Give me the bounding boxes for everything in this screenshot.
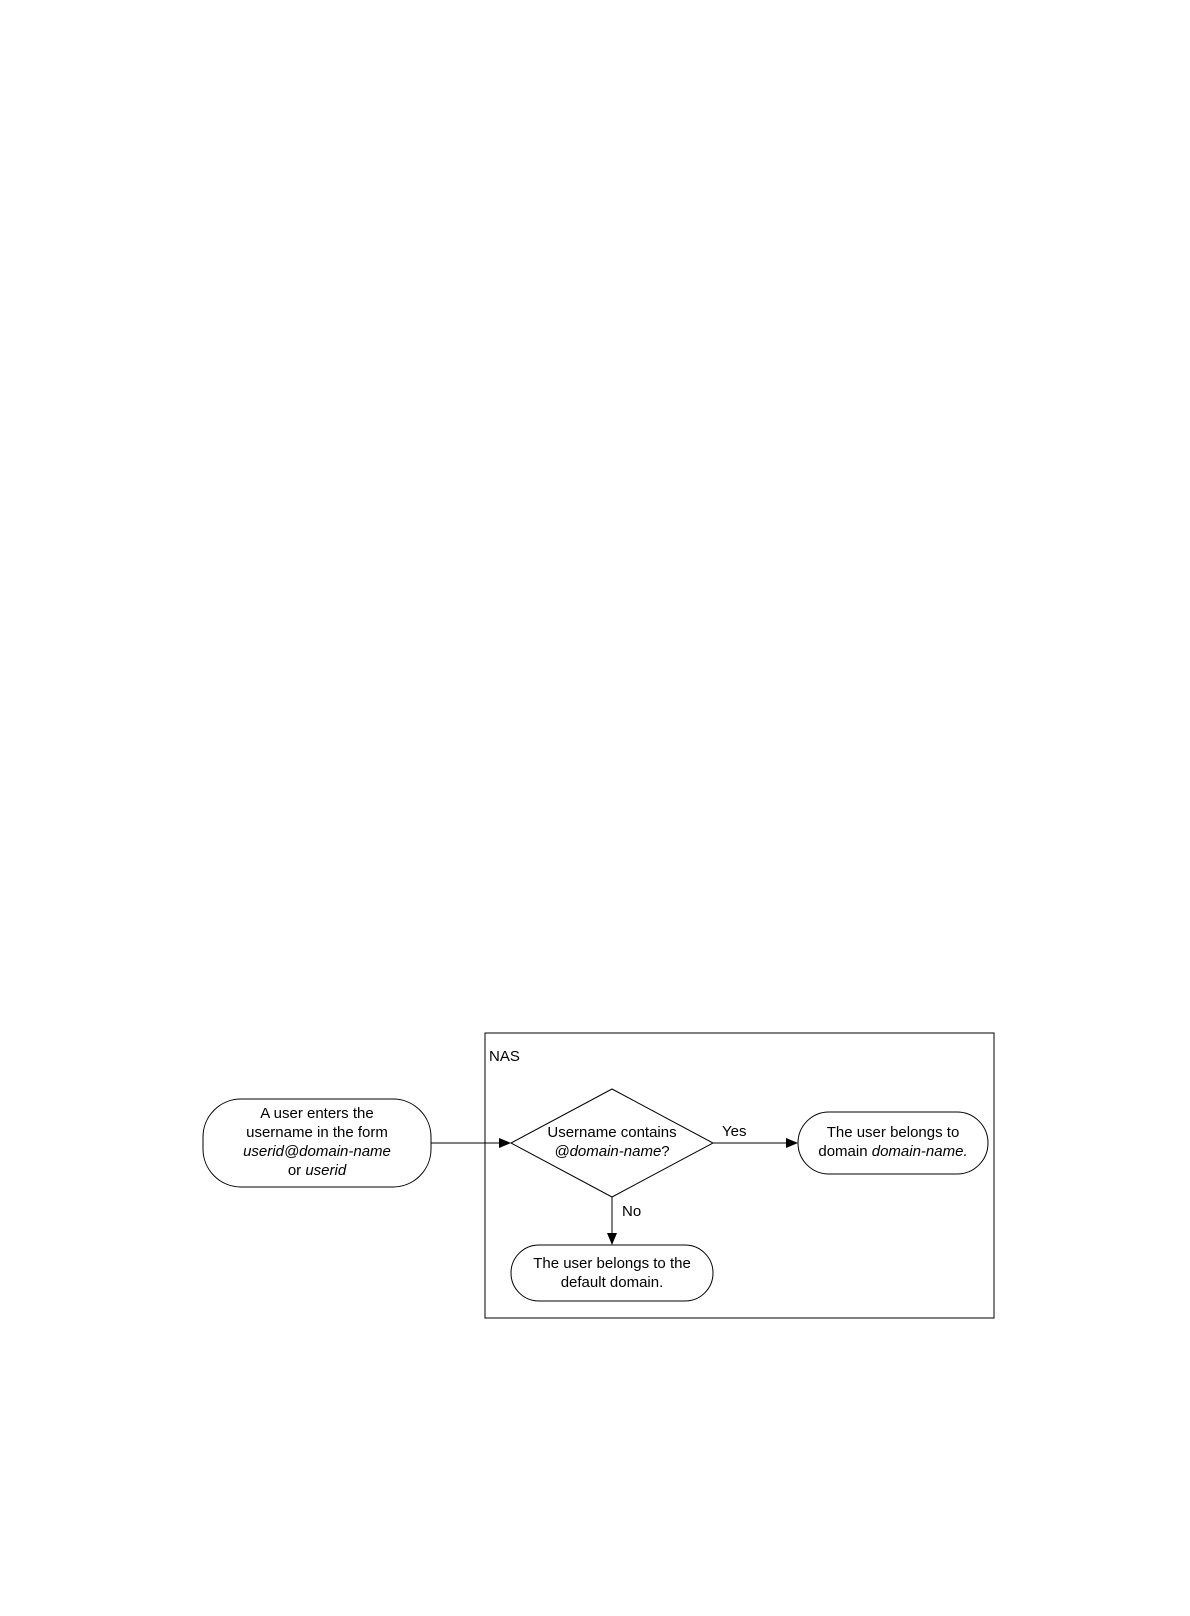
start-node-line1: A user enters the (260, 1105, 374, 1122)
decision-line2-suffix: ? (661, 1143, 670, 1160)
start-node-line3: userid@domain-name (243, 1143, 391, 1160)
yes-result-line2-prefix: domain (818, 1143, 872, 1160)
start-node-line4-italic: userid (305, 1162, 347, 1179)
no-result-line2: default domain. (560, 1274, 664, 1291)
no-result-node (511, 1245, 713, 1301)
start-node-line4-prefix: or (287, 1162, 306, 1179)
start-node-line4 (288, 1162, 347, 1179)
decision-line1: Username contains (547, 1124, 677, 1141)
decision-line2-italic: @domain-name (554, 1143, 662, 1160)
no-label: No (622, 1203, 642, 1220)
yes-result-line2-italic: domain-name. (871, 1143, 968, 1160)
start-node-line2: username in the form (246, 1124, 388, 1141)
yes-result-line2 (818, 1143, 967, 1160)
yes-label: Yes (722, 1123, 747, 1140)
nas-label: NAS (489, 1048, 520, 1065)
no-result-line1: The user belongs to the (533, 1255, 691, 1272)
yes-result-line1: The user belongs to (826, 1124, 960, 1141)
decision-line2 (554, 1143, 669, 1160)
